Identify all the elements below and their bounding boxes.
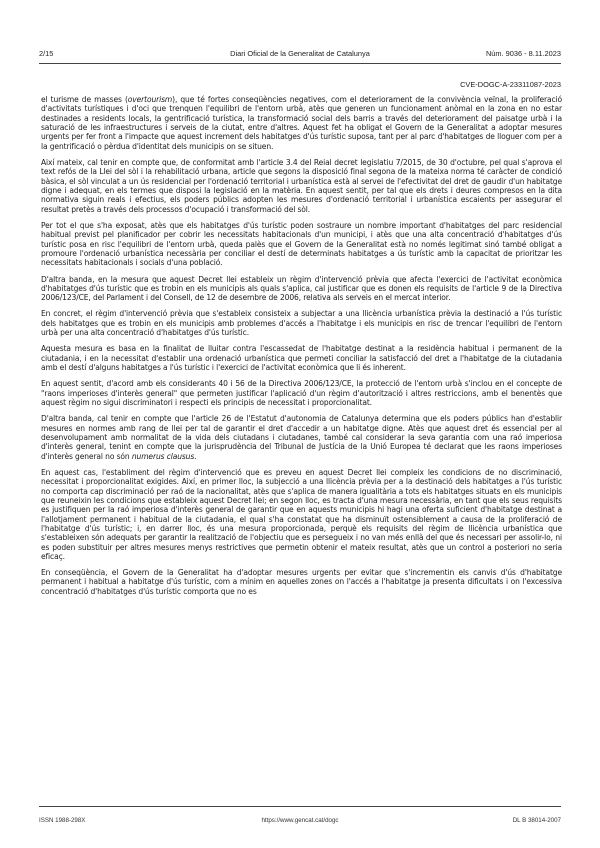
page-footer <box>39 817 561 829</box>
footer-divider <box>39 806 561 807</box>
issn: ISSN 1988-298X <box>39 817 86 824</box>
legal-deposit: DL B 38014-2007 <box>512 817 561 824</box>
body-paragraph: En aquest sentit, d'acord amb els considerants 40 i 56 de la Directiva 2006/123/CE, la protecció de l'entorn urbà s'inclou en el concepte de "raons imperioses d'interès general" que permeten justificar l'aplicació d'un règim d'autorització i altres restriccions, amb el benentès que aquest règim no sigui discriminatori i respecti els principis de necessitat i proporcionalitat. <box>41 379 562 407</box>
italic-term: numerus clausus <box>131 451 195 461</box>
body-paragraph: En aquest cas, l'establiment del règim d'intervenció que es preveu en aquest Decret llei compleix les condicions de no discriminació, necessitat i proporcionalitat exigides. Així, en primer lloc, la subjecció a una llicència prèvia per a la destinació dels habitatges a l'ús turístic no comporta cap discriminació per raó de la nacionalitat, atès que s'aplica de manera igualitària a tots els habitatges situats en els municipis que reuneixin les condicions que estableix aquest Decret llei; en segon lloc, es tracta d'una mesura necessària, en tant que els seus requisits es justifiquen per la raó imperiosa d'interès general de garantir que en aquests municipis hi hagi una oferta suficient d'habitatge destinat a l'allotjament permanent i habitual de la ciutadania, el qual s'ha constatat que ha disminuït ostensiblement a causa de la proliferació de l'habitatge d'ús turístic; i, en darrer lloc, és una mesura proporcionada, perquè els requisits del règim de llicència urbanística que s'estableixen són adequats per garantir la realització de l'objectiu que es persegueix i no van més enllà del que és necessari per assolir-lo, ni es poden substituir per altres mesures menys restrictives que permetin obtenir el mateix resultat, atès que un control a posteriori no seria eficaç. <box>41 467 562 561</box>
italic-term: overtourism <box>127 95 173 104</box>
body-paragraph: D'altra banda, en la mesura que aquest Decret llei estableix un règim d'intervenció prèvia que afecta l'exercici de l'activitat econòmica d'habitatges d'ús turístic que es trobin en els municipis als quals s'aplica, cal justificar que es donen els requisits de l'article 9 de la Directiva 2006/123/CE, del Parlament i del Consell, de 12 de desembre de 2006, relativa als serveis en el mercat interior. <box>41 274 562 303</box>
page-header <box>39 49 561 61</box>
body-paragraph: Aquesta mesura es basa en la finalitat de lluitar contra l'escassedat de l'habitatge destinat a la residència habitual i permanent de la ciutadania, i en la necessitat d'establir una ordenació urbanística que permeti conciliar la satisfacció del dret a l'habitatge de la ciutadania amb el destí d'alguns habitatges a l'ús turístic i l'exercici de l'activitat econòmica que li és inherent. <box>41 344 562 373</box>
body-paragraph: D'altra banda, cal tenir en compte que l'article 26 de l'Estatut d'autonomia de Catalunya determina que els poders públics han d'establir mesures en normes amb rang de llei per tal de garantir el dret d'accedir a un habitatge digne. Atès que aquest dret és essencial per al desenvolupament amb normalitat de la vida dels ciutadans i ciutadanes, també cal considerar la seva garantia com una raó imperiosa d'interès general, tenint en compte que la jurisprudència del Tribunal de Justícia de la Unió Europea té declarat que les raons imperioses d'interès general no són numerus clausus. <box>41 414 562 461</box>
page-number: 2/15 <box>39 49 54 58</box>
issue-number: Núm. 9036 - 8.11.2023 <box>485 49 561 58</box>
footer-url-link[interactable]: https://www.gencat.cat/dogc <box>261 817 339 824</box>
body-paragraph: el turisme de masses (overtourism), que té fortes conseqüències negatives, com el deteriorament de la convivència veïnal, la proliferació d'activitats turístiques i d'oci que trenquen l'equilibri de l'entorn urbà, atès que generen un funcionament anòmal en la zona en no estar destinades a residents locals, la gentrificació turística, la transformació social dels barris a través del deteriorament del paisatge urbà i la saturació de les infraestructures i serveis de la ciutat, entre d'altres. Aquest fet ha obligat el Govern de la Generalitat a adoptar mesures urgents per fer front a l'impacte que aquest increment dels habitatges d'ús turístic suposa, tant per al parc d'habitatges de lloguer com per a la gentrificació o pèrdua d'identitat dels municipis on se situen. <box>41 95 563 151</box>
body-paragraph: En concret, el règim d'intervenció prèvia que s'estableix consisteix a subjectar a una llicència urbanística prèvia la destinació a l'ús turístic dels habitatges que es trobin en els municipis amb problemes d'accés a l'habitatge i els municipis en risc de trencar l'equilibri de l'entorn urbà per una alta concentració d'habitatges d'ús turístic. <box>41 309 562 338</box>
journal-title: Diari Oficial de la Generalitat de Catalunya <box>230 49 370 58</box>
body-paragraph: Així mateix, cal tenir en compte que, de conformitat amb l'article 3.4 del Reial decret legislatiu 7/2015, de 30 d'octubre, pel qual s'aprova el text refós de la Llei del sòl i la rehabilitació urbana, article que segons la disposició final segona de la mateixa norma té caràcter de condició bàsica, el sòl vinculat a un ús residencial per l'ordenació territorial i urbanística està al servei de l'efectivitat del dret de gaudir d'un habitatge digne i adequat, en els termes que disposi la legislació en la matèria. En aquest sentit, per tal que els drets i deures compresos en la dita normativa siguin reals i efectius, els poders públics adopten les mesures d'ordenació territorial i urbanística escaients per assegurar el resultat pretès a través dels processos d'ocupació i transformació del sòl. <box>41 157 562 214</box>
cve-identifier: CVE-DOGC-A-23311087-2023 <box>460 80 561 89</box>
body-paragraph: En conseqüència, el Govern de la Generalitat ha d'adoptar mesures urgents per evitar que s'incrementin els canvis d'ús d'habitatge permanent i habitual a habitatge d'ús turístic, com a mínim en aquelles zones on l'accés a l'habitatge ja presenta dificultats i on l'excessiva concentració d'habitatges d'ús turístic comporta que no es <box>41 568 562 596</box>
header-divider <box>39 63 561 64</box>
body-paragraph: Per tot el que s'ha exposat, atès que els habitatges d'ús turístic poden sostraure un nombre important d'habitatges del parc residencial habitual previst pel planificador per cobrir les necessitats habitacionals d'un municipi, i atès que una alta concentració d'habitatges d'ús turístic posa en risc l'equilibri de l'entorn urbà, queda palès que el Govern de la Generalitat està no només legitimat sinó també obligat a promoure l'ordenació urbanística necessària per conciliar el destí de determinats habitatges a ús turístic amb la capacitat de prioritzar les necessitats habitacionals i socials d'una població. <box>41 220 562 268</box>
document-body <box>41 95 562 603</box>
